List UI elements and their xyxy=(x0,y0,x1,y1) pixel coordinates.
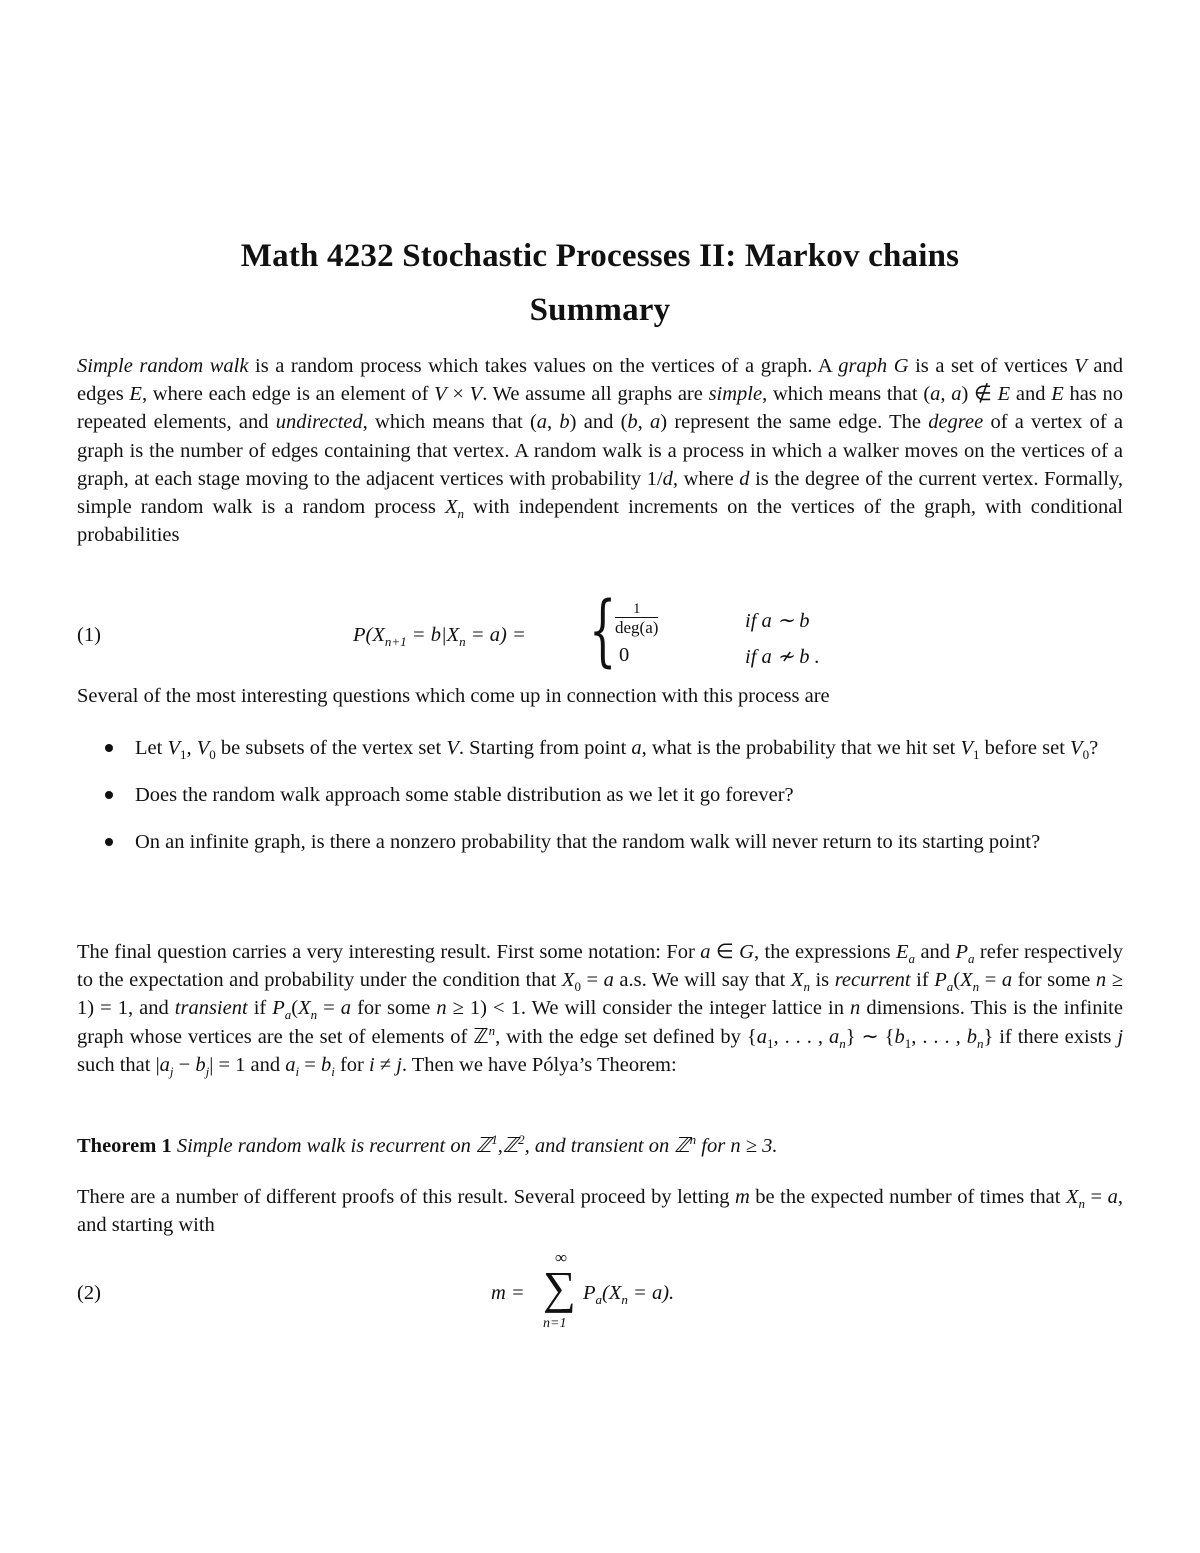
equation-1-lhs: $P(X_{n+1} = b|X_n = a)$ = xyxy=(353,624,526,650)
equation-2-number: (2) xyxy=(77,1282,101,1304)
notation-paragraph: The final question carries a very interesting result. First some notation: For a ∈ G, the expressions $E_a$ and $P_a$ refer respectively to the expectation and probability under the condition that $X_0 = a$ a.s. We will say that $X_n$ is recurrent if $P_a(X_n = a$ for some n ≥ 1) = 1, and transient if $P_a(X_n = a$ for some n ≥ 1) < 1. We will consider the integer lattice in n dimensions. This is the infinite graph whose vertices are the set of elements of ℤ$^n$, with the edge set defined by {$a_1$, . . . , $a_n$} ∼ {$b_1$, . . . , $b_n$} if there exists j such that $|a_j - b_j| = 1$ and $a_i = b_i$ for i ≠ j. Then we have Pólya’s Theorem: xyxy=(77,941,1124,1079)
equation-1-brace: { xyxy=(589,586,617,676)
intro-paragraph: Simple random walk is a random process which takes values on the vertices of a graph. A graph G is a set of vertices V and edges E, where each edge is an element of V × V. We assume all graphs are simple, which means that (a, a) ∉ E and E has no repeated elements, and undirected, which means that (a, b) and (b, a) represent the same edge. The degree of a vertex of a graph is the number of edges containing that vertex. A random walk is a process in which a walker moves on the vertices of a graph, at each stage moving to the adjacent vertices with probability 1/d, where d is the degree of the current vertex. Formally, simple random walk is a random process $X_n$ with independent increments on the vertices of the graph, with conditional probabilities xyxy=(77,355,1123,547)
bullet-icon xyxy=(105,744,113,752)
list-item: On an infinite graph, is there a nonzero probability that the random walk will never return to its starting point? xyxy=(107,828,1123,856)
theorem-1 xyxy=(77,1132,1123,1160)
equation-1-condition-nonadjacent: if a ≁ b . xyxy=(745,646,820,668)
questions-lead-in: Several of the most interesting questions which come up in connection with this process are xyxy=(77,685,830,707)
equation-2 xyxy=(77,1248,1123,1338)
summation-symbol: ∑ xyxy=(543,1262,576,1313)
list-item: Let $V_1$, $V_0$ be subsets of the vertex set V. Starting from point a, what is the probability that we hit set $V_1$ before set $V_0$? xyxy=(107,734,1123,762)
sum-upper-limit: ∞ xyxy=(555,1248,568,1267)
equation-2-lhs: m = xyxy=(491,1282,525,1304)
bullet-icon xyxy=(105,791,113,799)
questions-list xyxy=(107,734,1123,876)
fraction-numerator: 1 xyxy=(615,601,658,618)
equation-2-rhs: $P_a(X_n = a)$. xyxy=(583,1282,675,1308)
paper-subtitle: Summary xyxy=(529,292,671,328)
list-item: Does the random walk approach some stable distribution as we let it go forever? xyxy=(107,781,1123,809)
fraction-denominator: deg(a) xyxy=(615,618,659,637)
paper-title: Math 4232 Stochastic Processes II: Markov chains xyxy=(240,238,960,274)
proofs-paragraph: There are a number of different proofs of this result. Several proceed by letting m be the expected number of times that $X_n = a$, and starting with xyxy=(77,1186,1123,1237)
equation-1-fraction xyxy=(615,601,658,638)
theorem-statement: Simple random walk is recurrent on ℤ$^1$,ℤ$^2$, and transient on ℤ$^n$ for n ≥ 3. xyxy=(176,1132,778,1157)
equation-1-condition-adjacent: if a ∼ b xyxy=(745,610,810,632)
equation-1-number: (1) xyxy=(77,624,101,646)
equation-1 xyxy=(77,586,1123,678)
bullet-icon xyxy=(105,838,113,846)
equation-1-zero: 0 xyxy=(619,644,630,666)
theorem-label: Theorem 1 xyxy=(77,1135,172,1157)
sum-lower-limit: n=1 xyxy=(543,1316,567,1331)
